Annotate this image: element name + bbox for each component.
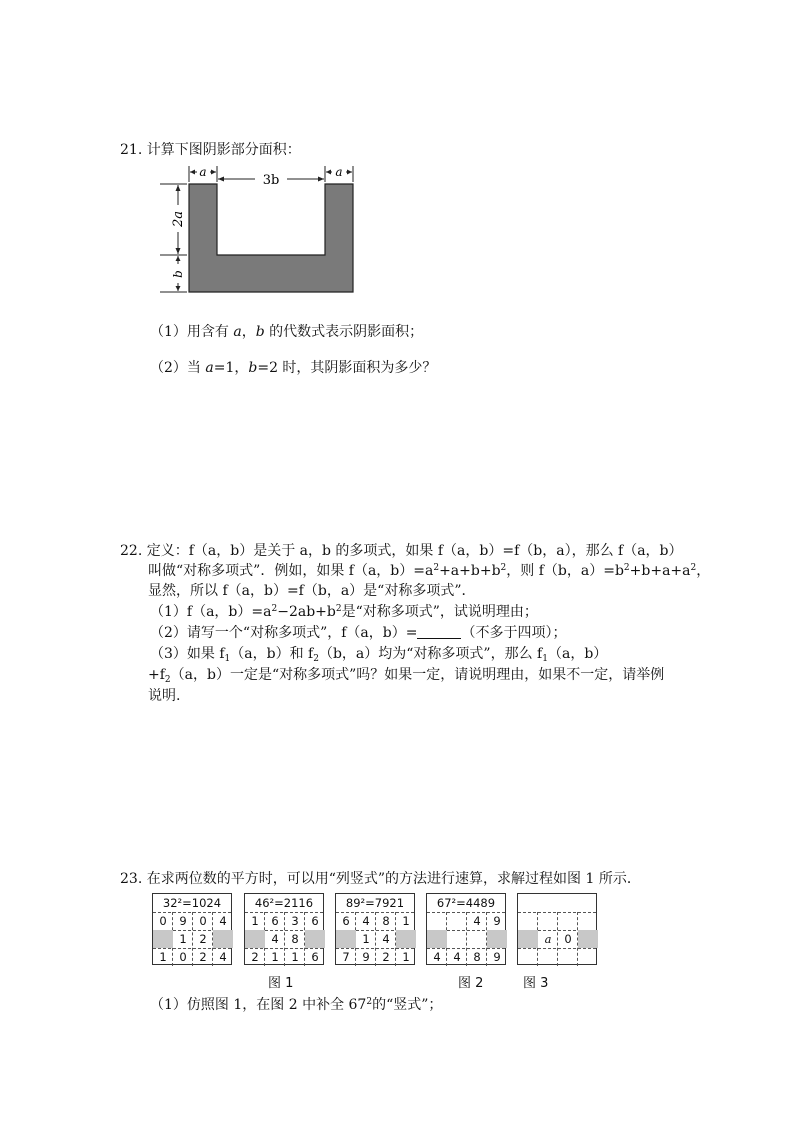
q21-label-3b: 3b	[262, 173, 280, 188]
q21-part1: （1）用含有 a，b 的代数式表示阴影面积；	[150, 324, 424, 340]
q22-line5: （2）请写一个“对称多项式”，f（a，b）= （不多于四项）；	[150, 625, 567, 641]
q22-line2: 叫做“对称多项式”．例如，如果 f（a，$b)=a^2+a+b+b^2$，则 f（b，$a)=b^2+b+a+a^2$，	[148, 563, 711, 579]
q21-title: 计算下图阴影部分面积：	[146, 142, 301, 158]
q22-line1: 22. 定义：f（a，b）是关于 a，b 的多项式，如果 f（a，b）=f（b，a），那么 f（a，b）	[120, 543, 683, 559]
q22-number: 22.	[120, 543, 143, 559]
q21-figure	[155, 160, 360, 300]
figure1-grid-c: 89²=7921 6 4 8 1 1 4 7 9 2 1	[335, 893, 415, 965]
q22-line7: $+f_2(a$，b）一定是“对称多项式”吗？如果一定，请说明理由，如果不一定，请举例	[148, 667, 665, 685]
figure2-grid: 67²=4489 4 9 4 4 8 9	[426, 893, 506, 965]
q23-intro: 23. 在求两位数的平方时，可以用“列竖式”的方法进行速算，求解过程如图 1 所示．	[120, 871, 641, 887]
q21-label-a-left: a	[199, 165, 207, 179]
figure3-grid: a 0	[517, 893, 597, 965]
q21-label-2a: 2a	[171, 210, 186, 228]
figure1-grid-b: 46²=2116 1 6 3 6 4 8 2 1 1 6	[244, 893, 324, 965]
q23-number: 23.	[120, 871, 143, 887]
q22-answer-blank[interactable]	[417, 624, 461, 639]
caption-figure3: 图 3	[523, 976, 549, 991]
q21-label-b: b	[171, 270, 185, 278]
q22-line3: 显然，所以 f（a，b）=f（b，a）是“对称多项式”．	[148, 583, 476, 599]
q21-heading	[120, 140, 301, 160]
q22-line4: （1）f（a，$b)=a^2-2ab+b^2$是“对称多项式”，试说明理由；	[150, 604, 538, 620]
q22-line6: （3）如果 $f_1(a$，b）和 $f_2(b$，a）均为“对称多项式”，那么 $f_1(a$，b）	[150, 646, 608, 664]
caption-figure2: 图 2	[458, 976, 484, 991]
q22-line8: 说明.	[148, 688, 181, 704]
q21-shaded-region	[189, 184, 353, 292]
figure1-grid-a: 32²=1024 0 9 0 4 1 2 1 0 2 4	[152, 893, 232, 965]
q23-part1: （1）仿照图 1，在图 2 中补全 $67^2$的“竖式”；	[150, 997, 443, 1013]
q21-part2: （2）当 a=1，b=2 时，其阴影面积为多少？	[150, 360, 437, 376]
q21-label-a-right: a	[335, 165, 343, 179]
q21-number: 21.	[120, 142, 143, 158]
caption-figure1: 图 1	[268, 976, 294, 991]
